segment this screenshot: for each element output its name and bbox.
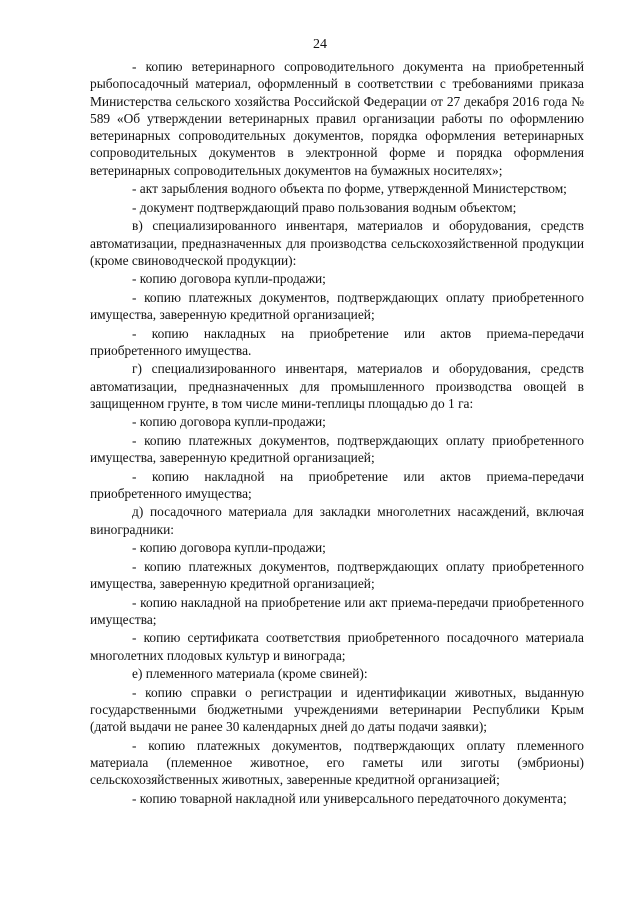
paragraph-vet-document-copy: - копию ветеринарного сопроводительного документа на приобретенный рыбопосадочный материал, оформленный в соответствии с требованиями приказа Министерства сельского хозяйства Российской Федерации от 27 декабря 2016 года № 589 «Об утверждении ветеринарных правил организации работы по оформлению ветеринарных сопроводительных документов, порядка оформления ветеринарных сопроводительных документов в электронной форме и порядка оформления ветеринарных сопроводительных документов на бумажных носителях»; xyxy=(90,59,584,178)
paragraph-section-g: г) специализированного инвентаря, материалов и оборудования, средств автоматизации, предназначенных для промышленного производства овощей в защищенном грунте, в том числе мини-теплицы площадью до 1 га: xyxy=(90,361,584,411)
paragraph-stocking-act: - акт зарыбления водного объекта по форме, утвержденной Министерством; xyxy=(132,181,567,197)
paragraph-invoices: - копию накладных на приобретение или актов приема-передачи приобретенного имущества. xyxy=(90,325,584,358)
paragraph-payment-docs: - копию платежных документов, подтверждающих оплату приобретенного имущества, заверенную кредитной организацией; xyxy=(90,289,584,323)
paragraph-sale-contract: - копию договора купли-продажи; xyxy=(132,540,326,556)
paragraph-invoice: - копию накладной на приобретение или актов приема-передачи приобретенного имущества; xyxy=(90,468,584,501)
document-body xyxy=(90,58,584,808)
paragraph-section-d: д) посадочного материала для закладки многолетних насаждений, включая виноградники: xyxy=(90,504,584,537)
paragraph-registration-certificate: - копию справки о регистрации и идентификации животных, выданную государственными бюджетными учреждениями ветеринарии Республики Крым (датой выдачи не ранее 30 календарных дней до даты подачи заявки); xyxy=(90,684,584,735)
paragraph-payment-docs: - копию платежных документов, подтверждающих оплату приобретенного имущества, заверенную кредитной организацией; xyxy=(90,432,584,466)
paragraph-breeding-payment-docs: - копию платежных документов, подтверждающих оплату племенного материала (племенное животное, его гаметы или зиготы (эмбрионы) сельскохозяйственных животных, заверенные кредитной организацией; xyxy=(90,737,584,788)
paragraph-waybill: - копию товарной накладной или универсального передаточного документа; xyxy=(132,790,567,806)
paragraph-sale-contract: - копию договора купли-продажи; xyxy=(132,414,326,430)
paragraph-sale-contract: - копию договора купли-продажи; xyxy=(132,271,326,287)
paragraph-conformity-certificate: - копию сертификата соответствия приобретенного посадочного материала многолетних плодовых культур и винограда; xyxy=(90,630,584,663)
paragraph-section-e: е) племенного материала (кроме свиней): xyxy=(132,666,368,682)
paragraph-section-v: в) специализированного инвентаря, материалов и оборудования, средств автоматизации, предназначенных для производства сельскохозяйственной продукции (кроме свиноводческой продукции): xyxy=(90,218,584,268)
paragraph-invoice-or-act: - копию накладной на приобретение или акт приема-передачи приобретенного имущества; xyxy=(90,594,584,627)
page-number: 24 xyxy=(313,37,327,52)
paragraph-payment-docs: - копию платежных документов, подтверждающих оплату приобретенного имущества, заверенную кредитной организацией; xyxy=(90,558,584,592)
paragraph-water-use-right: - документ подтверждающий право пользования водным объектом; xyxy=(132,199,517,215)
